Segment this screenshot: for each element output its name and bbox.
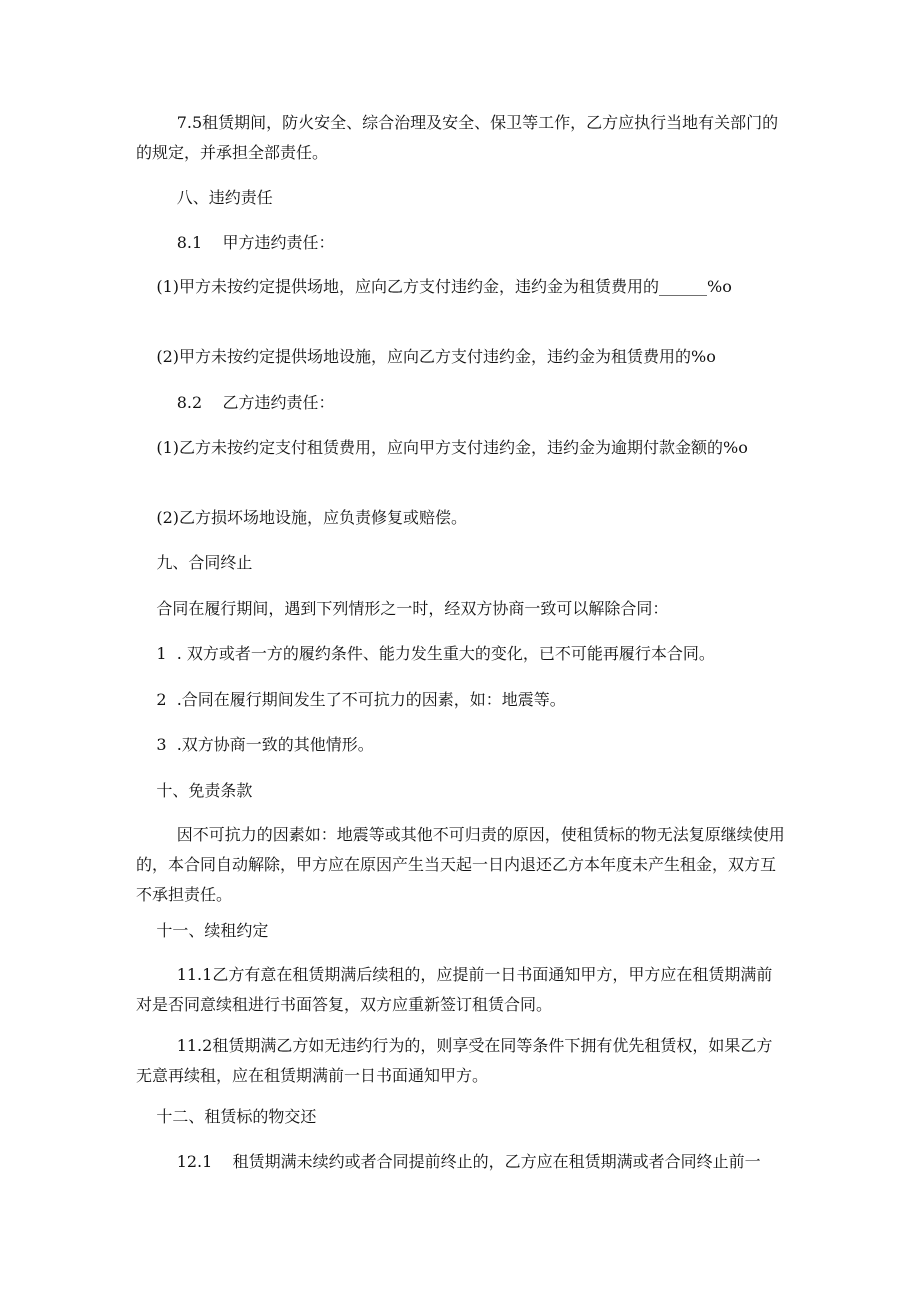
clause-8-1-item-2: (2)甲方未按约定提供场地设施，应向乙方支付违约金，违约金为租赁费用的%o xyxy=(136,347,716,366)
section-11-heading: 十一、续租约定 xyxy=(136,921,269,940)
clause-11-1: 11.1乙方有意在租赁期满后续租的，应提前一日书面通知甲方，甲方应在租赁期满前对是否同意续租进行书面答复，双方应重新签订租赁合同。 xyxy=(136,965,773,1014)
exemption-clause: 因不可抗力的因素如：地震等或其他不可归责的原因，使租赁标的物无法复原继续使用的，本合同自动解除，甲方应在原因产生当天起一日内退还乙方本年度未产生租金，双方互不承担责任。 xyxy=(136,825,785,904)
section-10-heading: 十、免责条款 xyxy=(136,781,253,800)
section-8-heading: 八、违约责任 xyxy=(136,188,273,207)
clause-8-2-item-1: (1)乙方未按约定支付租赁费用，应向甲方支付违约金，违约金为逾期付款金额的%o xyxy=(136,438,748,457)
clause-8-2-heading: 8.2 乙方违约责任： xyxy=(136,393,335,412)
clause-7-5: 7.5租赁期间，防火安全、综合治理及安全、保卫等工作，乙方应执行当地有关部门的的规定，并承担全部责任。 xyxy=(136,113,779,162)
termination-item-1: 1 . 双方或者一方的履约条件、能力发生重大的变化，已不可能再履行本合同。 xyxy=(136,644,715,663)
termination-item-2: 2 .合同在履行期间发生了不可抗力的因素，如：地震等。 xyxy=(136,690,566,709)
clause-12-1: 12.1 租赁期满未续约或者合同提前终止的，乙方应在租赁期满或者合同终止前一 xyxy=(136,1152,761,1171)
section-12-heading: 十二、租赁标的物交还 xyxy=(136,1107,317,1126)
section-9-heading: 九、合同终止 xyxy=(136,553,253,572)
clause-8-2-item-2: (2)乙方损坏场地设施，应负责修复或赔偿。 xyxy=(136,508,468,527)
clause-8-1-heading: 8.1 甲方违约责任： xyxy=(136,233,335,252)
clause-11-2: 11.2租赁期满乙方如无违约行为的，则享受在同等条件下拥有优先租赁权，如果乙方无意再续租，应在租赁期满前一日书面通知甲方。 xyxy=(136,1036,773,1085)
termination-item-3: 3 .双方协商一致的其他情形。 xyxy=(136,735,374,754)
clause-8-1-item-1: (1)甲方未按约定提供场地，应向乙方支付违约金，违约金为租赁费用的______%o xyxy=(136,277,732,296)
termination-intro: 合同在履行期间，遇到下列情形之一时，经双方协商一致可以解除合同： xyxy=(136,599,669,618)
